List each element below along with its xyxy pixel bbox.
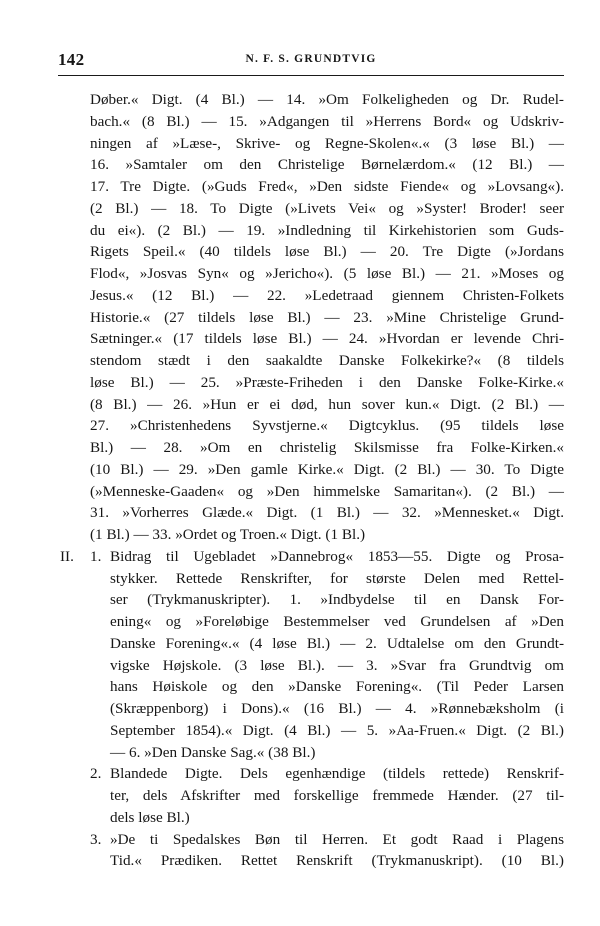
- text-line: Bl.) — 28. »Om en christelig Skilsmisse fra Folke-Kirken.«: [90, 439, 564, 456]
- text-line: 3.: [90, 830, 102, 848]
- page-number: 142: [58, 50, 85, 69]
- text-line: 16. »Samtaler om den Christelige Børnelærdom.« (12 Bl.) —: [90, 156, 564, 174]
- text-line: ter, dels Afskrifter med forskellige fremmede Hænder. (27 til-: [110, 787, 564, 804]
- text-line: (1 Bl.) — 33. »Ordet og Troen.« Digt. (1 Bl.): [90, 526, 366, 543]
- text-line: (Skræppenborg) i Dons).« (16 Bl.) — 4. »Rønnebæksholm (i: [110, 700, 564, 717]
- running-head: N. F. S. GRUNDTVIG: [245, 53, 377, 65]
- text-line: »De ti Spedalskes Bøn til Herren. Et godt Raad i Plagens: [110, 830, 564, 848]
- text-line: September 1854).« Digt. (4 Bl.) — 5. »Aa-Fruen.« Digt. (2 Bl.): [110, 721, 564, 739]
- text-line: løse Bl.) — 25. »Præste-Friheden i den Danske Folke-Kirke.«: [90, 373, 564, 391]
- text-line: II.: [60, 547, 74, 565]
- text-line: Døber.« Digt. (4 Bl.) — 14. »Om Folkeligheden og Dr. Rudel-: [90, 91, 564, 108]
- text-line: stendom stædt i den saakaldte Danske Folkekirke?« (8 tildels: [90, 352, 564, 369]
- text-line: 27. »Christenhedens Syvstjerne.« Digtcyklus. (95 tildels løse: [90, 417, 564, 435]
- text-line: (»Menneske-Gaaden« og »Den himmelske Samaritan«). (2 Bl.) —: [90, 482, 564, 500]
- text-line: Blandede Digte. Dels egenhændige (tildels rettede) Renskrif-: [110, 765, 564, 783]
- text-line: 17. Tre Digte. (»Guds Fred«, »Den sidste Fiende« og »Lovsang«).: [90, 178, 564, 195]
- text-line: du ei«). (2 Bl.) — 19. »Indledning til Kirkehistorien som Guds-: [90, 221, 564, 239]
- text-line: 31. »Vorherres Glæde.« Digt. (1 Bl.) — 32. »Mennesket.« Digt.: [90, 504, 564, 522]
- text-line: hans Høiskole og den »Danske Forening«. (Til Peder Larsen: [110, 678, 564, 696]
- text-line: Rigets Speil.« (40 tildels løse Bl.) — 20. Tre Digte (»Jordans: [90, 243, 564, 261]
- text-line: ningen af »Læse-, Skrive- og Regne-Skolen«.« (3 løse Bl.) —: [90, 134, 564, 152]
- text-line: Sætninger.« (17 tildels løse Bl.) — 24. »Hvordan er levende Chri-: [90, 330, 564, 348]
- text-line: Tid.« Prædiken. Rettet Renskrift (Trykmanuskript). (10 Bl.): [110, 852, 564, 870]
- text-line: (8 Bl.) — 26. »Hun er ei død, hun sover kun.« Digt. (2 Bl.) —: [90, 395, 564, 413]
- text-line: Jesus.« (12 Bl.) — 22. »Ledetraad giennem Christen-Folkets: [90, 286, 564, 304]
- text-line: ser (Trykmanuskripter). 1. »Indbydelse til en Dansk For-: [110, 591, 564, 609]
- text-line: (2 Bl.) — 18. To Digte (»Livets Vei« og »Syster! Broder! seer: [90, 199, 564, 217]
- text-line: (10 Bl.) — 29. »Den gamle Kirke.« Digt. (2 Bl.) — 30. To Digte: [90, 460, 564, 478]
- page-header: [58, 50, 564, 72]
- text-line: bach.« (8 Bl.) — 15. »Adgangen til »Herrens Bord« og Udskriv-: [90, 112, 564, 130]
- text-line: Flod«, »Josvas Syn« og »Jericho«). (5 løse Bl.) — 21. »Moses og: [90, 265, 564, 282]
- text-line: stykker. Rettede Renskrifter, for største Delen med Rettel-: [110, 569, 564, 587]
- text-line: vigske Højskole. (3 løse Bl.). — 3. »Svar fra Grundtvig om: [110, 656, 564, 674]
- header-rule: [58, 75, 564, 76]
- text-line: Historie.« (27 tildels løse Bl.) — 23. »Mine Christelige Grund-: [90, 308, 564, 326]
- text-line: Danske Forening«.« (4 løse Bl.) — 2. Udtalelse om den Grundt-: [110, 634, 564, 652]
- text-line: — 6. »Den Danske Sag.« (38 Bl.): [110, 743, 316, 761]
- text-line: 2.: [90, 765, 102, 783]
- text-line: ening« og »Foreløbige Bestemmelser ved Grundelsen af »Den: [110, 613, 564, 630]
- text-line: dels løse Bl.): [110, 808, 190, 826]
- text-line: Bidrag til Ugebladet »Dannebrog« 1853—55. Digte og Prosa-: [110, 547, 564, 565]
- text-line: 1.: [90, 547, 102, 565]
